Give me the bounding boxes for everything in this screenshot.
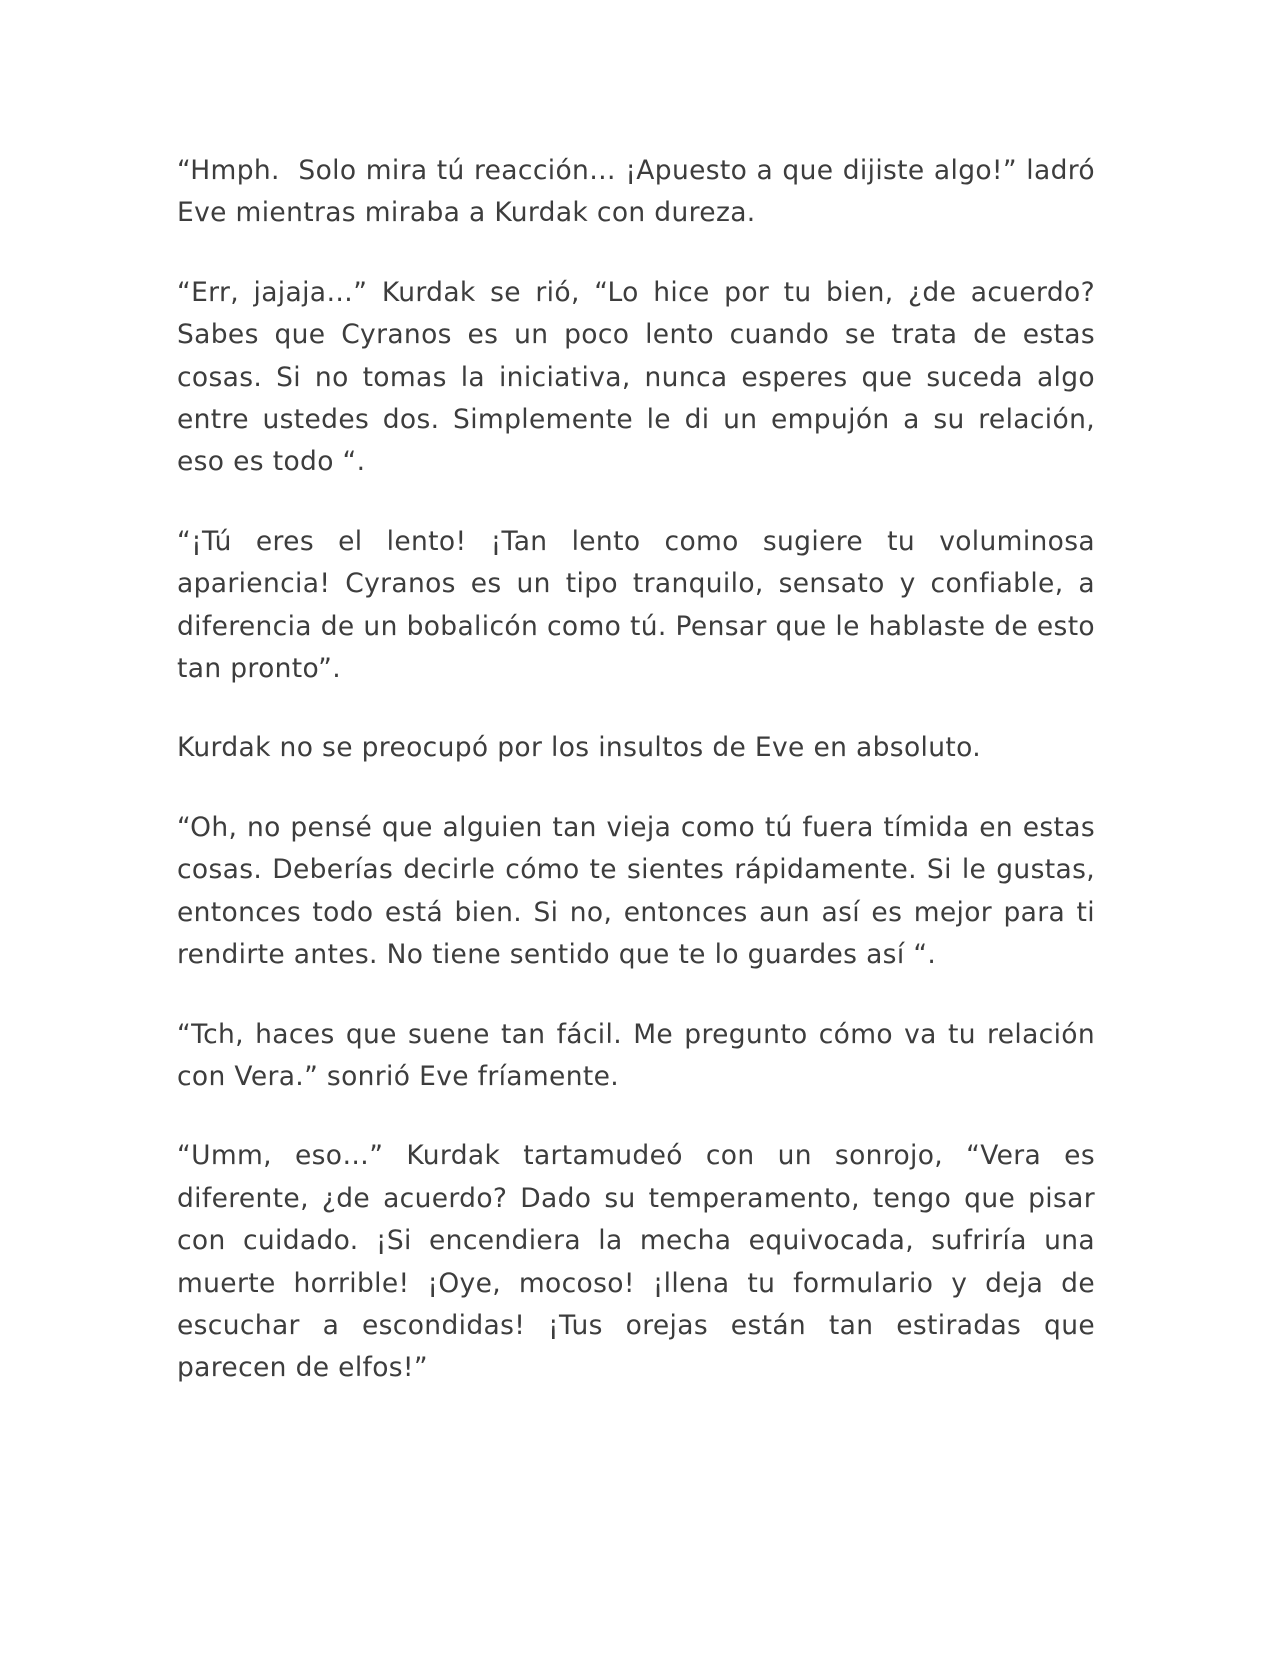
paragraph: “Err, jajaja…” Kurdak se rió, “Lo hice por tu bien, ¿de acuerdo? Sabes que Cyranos es un poco lento cuando se trata de estas cosas. Si no tomas la iniciativa, nunca esperes que suceda algo entre ustedes dos. Simplemente le di un empujón a su relación, eso es todo “. (177, 276, 1104, 478)
paragraph: “Umm, eso…” Kurdak tartamudeó con un sonrojo, “Vera es diferente, ¿de acuerdo? Dado su temperamento, tengo que pisar con cuidado. ¡Si encendiera la mecha equivocada, sufriría una muerte horrible! ¡Oye, mocoso! ¡llena tu formulario y deja de escuchar a escondidas! ¡Tus orejas están tan estiradas que parecen de elfos!” (177, 1140, 1104, 1384)
paragraph: Kurdak no se preocupó por los insultos de Eve en absoluto. (177, 732, 981, 764)
paragraph: “Tch, haces que suene tan fácil. Me pregunto cómo va tu relación con Vera.” sonrió Eve fríamente. (177, 1018, 1104, 1092)
paragraph: “Oh, no pensé que alguien tan vieja como tú fuera tímida en estas cosas. Deberías decirle cómo te sientes rápidamente. Si le gustas, entonces todo está bien. Si no, entonces aun así es mejor para ti rendirte antes. No tiene sentido que te lo guardes así “. (177, 811, 1104, 971)
paragraph: “Hmph. Solo mira tú reacción… ¡Apuesto a que dijiste algo!” ladró Eve mientras miraba a Kurdak con dureza. (177, 155, 1104, 229)
document-page (177, 150, 1104, 1427)
paragraph: “¡Tú eres el lento! ¡Tan lento como sugiere tu voluminosa apariencia! Cyranos es un tipo tranquilo, sensato y confiable, a diferencia de un bobalicón como tú. Pensar que le hablaste de esto tan pronto”. (177, 525, 1104, 685)
